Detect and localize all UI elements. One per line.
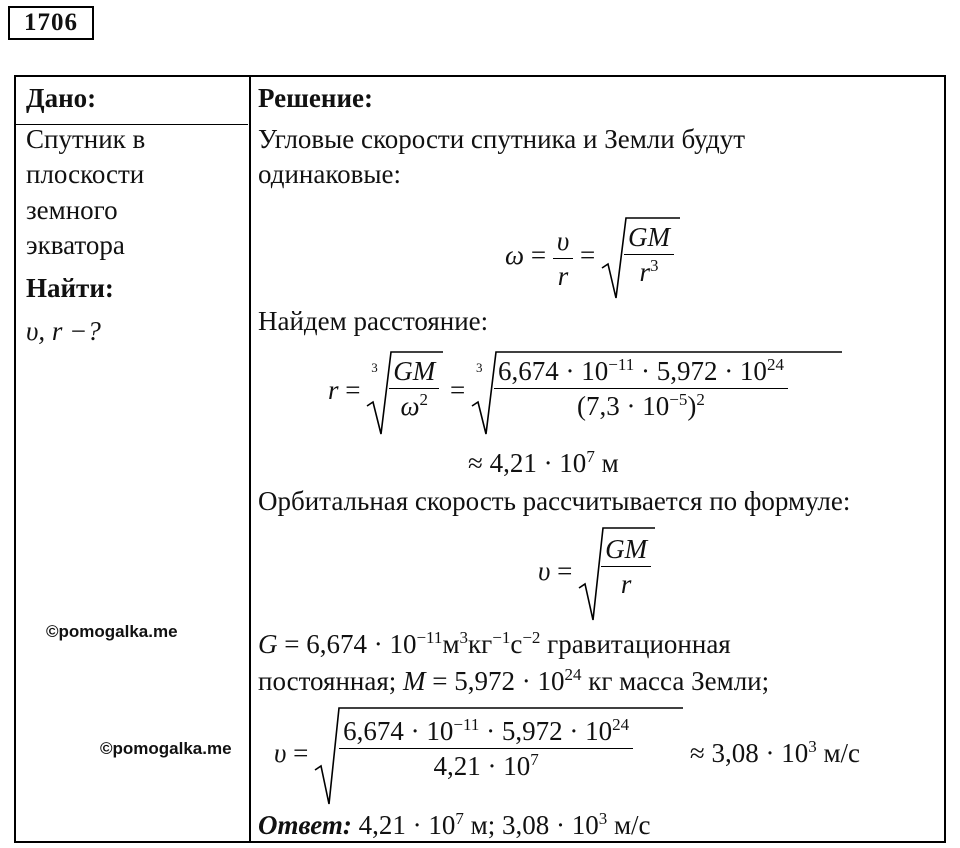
- given-line-2: плоскости: [26, 159, 145, 189]
- given-header: Дано:: [26, 83, 97, 113]
- answer: Ответ: $4,21 \cdot 10^7$ м; $3,08 \cdot 10^3$ м/с: [258, 809, 651, 840]
- constant-g-label: гравитационная: [547, 629, 731, 659]
- formula-radius: r = 3 $\frac{GM}{\omega^2}$ = 3 $\frac{6,674 \cdot 10^{-11} \cdot 5,972 \cdot 10^{24}}{(7,3 \cdot 10^{-5})^2}$: [328, 350, 842, 436]
- solution-text-3: Орбитальная скорость рассчитывается по формуле:: [258, 486, 851, 516]
- problem-number: 1706: [8, 6, 94, 40]
- solution-text-1b: одинаковые:: [258, 159, 401, 189]
- constant-g-label-2: постоянная;: [258, 666, 397, 696]
- radius-result: ≈ $4,21 \cdot 10^7$ м: [468, 447, 619, 478]
- given-line-4: экватора: [26, 230, 125, 260]
- constant-g: $G = 6,674 \cdot 10^{-11}м^3кг^{-1}с^{-2}$ гравитационная: [258, 628, 731, 659]
- solution-header: Решение:: [258, 83, 373, 113]
- velocity-calculation: υ = $\frac{6,674 \cdot 10^{-11} \cdot 5,972 \cdot 10^{24}}{4,21 \cdot 10^7}$ ≈ $3,08 \cdot 10^3$ м/с: [274, 706, 860, 806]
- given-line-1: Спутник в: [26, 124, 146, 154]
- watermark-1: ©pomogalka.me: [46, 622, 178, 641]
- find-header: Найти:: [26, 273, 114, 303]
- solution-text-1a: Угловые скорости спутника и Земли будут: [258, 124, 746, 154]
- formula-velocity: υ = $\frac{GM}{r}$: [538, 526, 655, 622]
- find-value: υ, r −?: [26, 316, 101, 346]
- answer-label: Ответ:: [258, 810, 352, 840]
- constant-m: постоянная; $M = 5,972 \cdot 10^{24}$ кг масса Земли;: [258, 665, 770, 696]
- column-divider: [249, 77, 251, 841]
- constant-m-label: кг масса Земли;: [588, 666, 770, 696]
- formula-omega: ω = $\frac{\upsilon}{r}$ = $\frac{GM}{r^3}$: [505, 216, 680, 300]
- watermark-2: ©pomogalka.me: [100, 739, 232, 758]
- solution-text-2: Найдем расстояние:: [258, 306, 489, 336]
- given-line-3: земного: [26, 195, 118, 225]
